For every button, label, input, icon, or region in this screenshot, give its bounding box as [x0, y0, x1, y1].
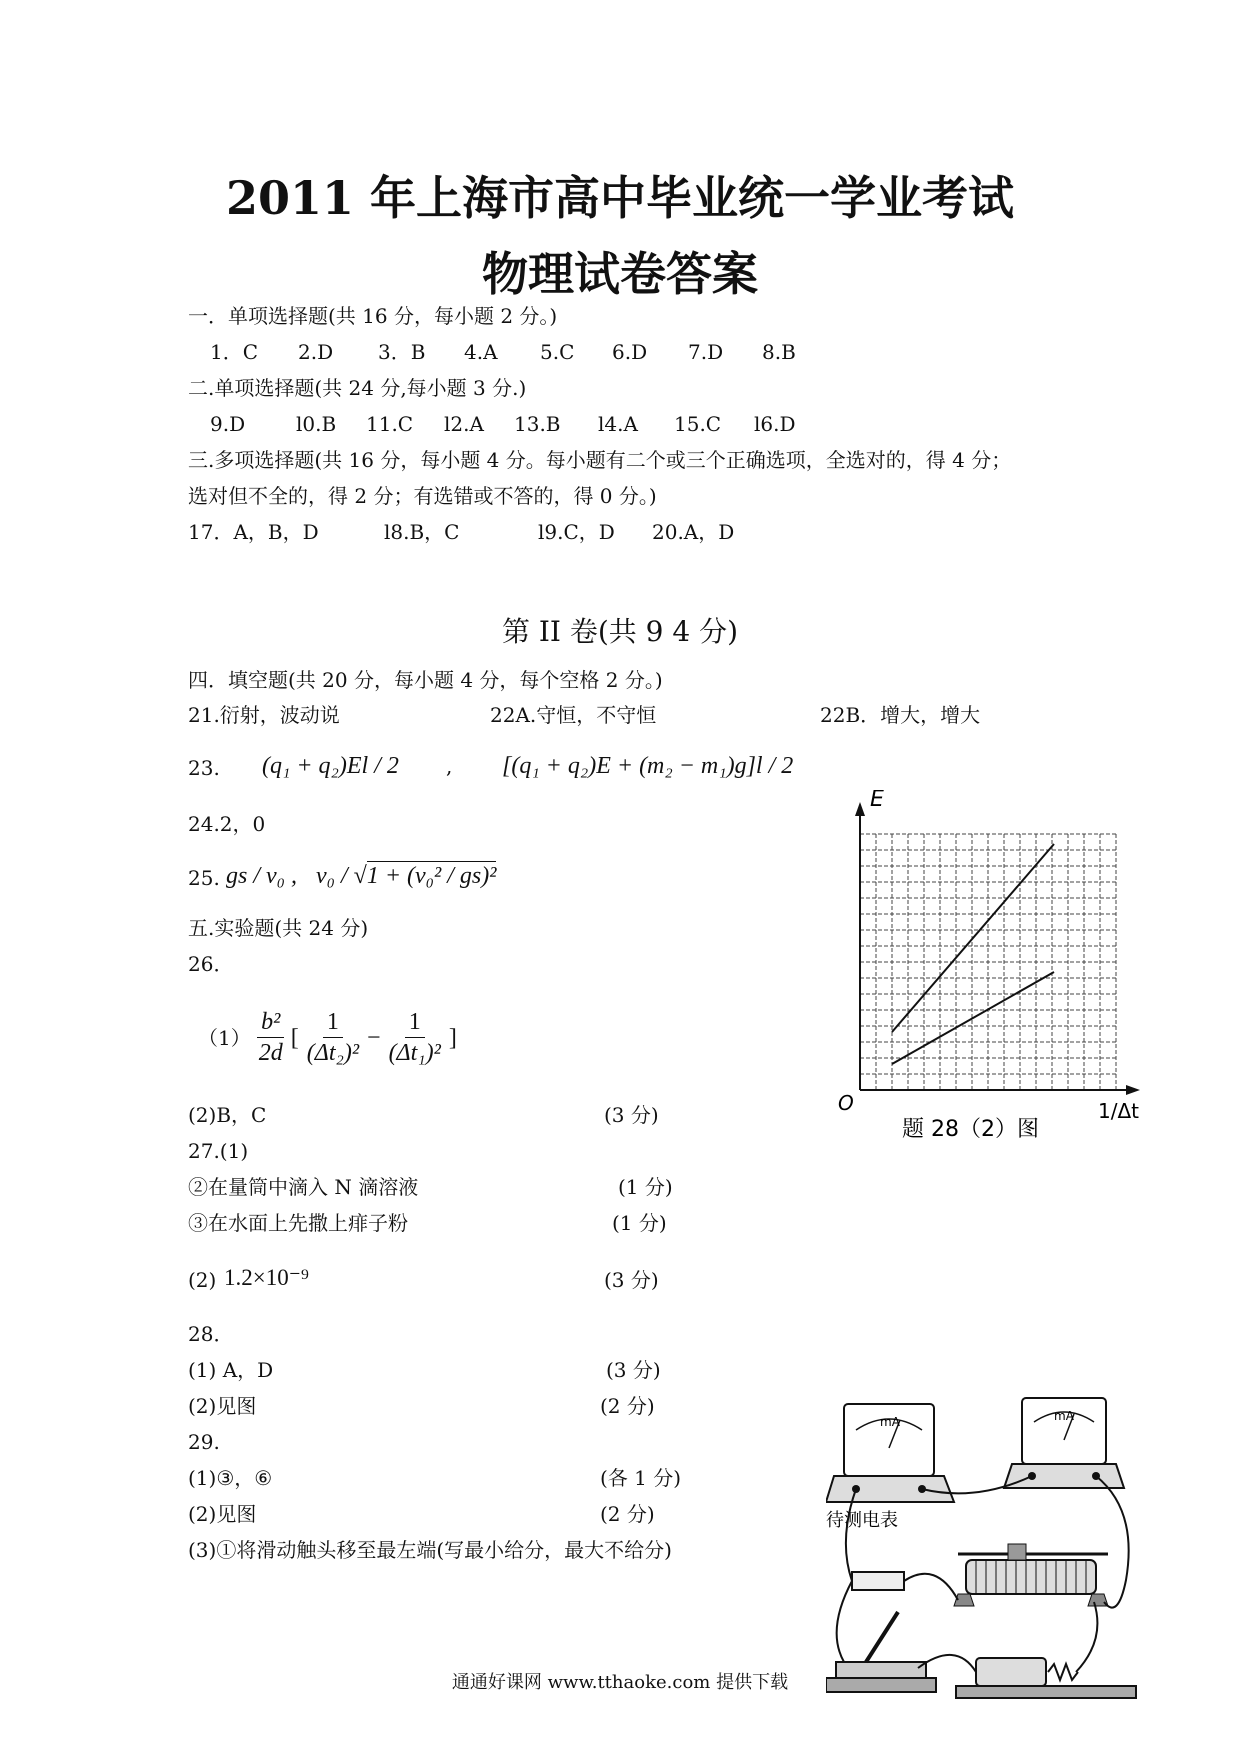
question-27: 27.(1) [188, 1139, 249, 1163]
section1-heading: 一．单项选择题(共 16 分，每小题 2 分。) [188, 304, 558, 328]
answer-2: 2.D [298, 340, 334, 364]
answer-26-1-formula: （1） $\frac{\text{b²}}{2d}$ [ $\frac{1}{\text{(Δt₂)²}}$ − $\frac{1}{\text{(Δt₁)²}}$ ] [198, 1009, 457, 1066]
answer-11: 11.C [366, 412, 414, 436]
footer-text: 通通好课网 www.tthaoke.com 提供下载 [451, 1672, 789, 1693]
x-axis-label: 1/Δt [1098, 1099, 1139, 1123]
resistor [852, 1572, 904, 1590]
answer-19: l9.C，D [538, 520, 615, 544]
section3-heading-line1: 三.多项选择题(共 16 分，每小题 4 分。每小题有二个或三个正确选项，全选对的，得 4 分； [188, 448, 1012, 472]
origin-label: O [838, 1091, 854, 1115]
answer-22a: 22A.守恒，不守恒 [490, 703, 657, 727]
x-axis-arrow-icon [1126, 1085, 1140, 1095]
section5-heading: 五.实验题(共 24 分) [188, 916, 369, 940]
section2-heading: 二.单项选择题(共 24 分,每小题 3 分.) [188, 376, 527, 400]
answer-23-expr2: [(q₁ + q₂)E + (m₂ − m₁)g]l / 2 [502, 753, 794, 779]
answer-23-separator: , [446, 754, 453, 778]
answer-26-1-label: （1） [198, 1025, 251, 1050]
answer-17: 17．A，B，D [188, 520, 319, 544]
answer-28-1: (1) A，D [188, 1358, 274, 1382]
answer-28-1-score: (3 分) [606, 1358, 661, 1382]
part2-title: 第 II 卷(共 9 4 分) [501, 615, 739, 648]
answer-29-2: (2)见图 [188, 1502, 257, 1526]
y-axis-arrow-icon [855, 802, 865, 816]
meter-caption: 待测电表 [826, 1510, 898, 1531]
answer-27-2-score: (3 分) [604, 1268, 659, 1292]
answer-21: 21.衍射，波动说 [188, 703, 340, 727]
page-subtitle: 物理试卷答案 [482, 247, 758, 301]
fraction-1-numerator: 1 [323, 1010, 343, 1038]
answer-29-3: (3)①将滑动触头移至最左端(写最小给分，最大不给分) [188, 1538, 672, 1562]
answer-4: 4.A [464, 340, 498, 364]
y-axis-label: E [870, 790, 884, 812]
answer-26-2-score: (3 分) [604, 1103, 659, 1127]
answer-27-b-score: (1 分) [612, 1211, 667, 1235]
fraction-1-denominator: (Δt₂)² [306, 1040, 360, 1066]
fraction-1 [303, 1010, 363, 1065]
answer-26-2: (2)B，C [188, 1103, 267, 1127]
answer-28-2-score: (2 分) [600, 1394, 655, 1418]
answer-23-label: 23. [188, 756, 220, 780]
answer-27-a-score: (1 分) [618, 1175, 673, 1199]
answer-25-expr2-prefix: v₀ / [316, 863, 354, 889]
graph-28-2 [820, 790, 1160, 1150]
answer-12: l2.A [444, 412, 484, 436]
milliammeter-right [1004, 1398, 1124, 1488]
coefficient-denominator: 2d [258, 1040, 283, 1066]
fraction-2-numerator: 1 [405, 1010, 425, 1038]
answer-9: 9.D [210, 412, 246, 436]
answer-28-2: (2)见图 [188, 1394, 257, 1418]
answer-10: l0.B [296, 412, 337, 436]
answer-8: 8.B [762, 340, 796, 364]
answer-13: 13.B [514, 412, 561, 436]
answer-25-expr1: gs / v₀ , [226, 863, 298, 889]
answer-24: 24.2，0 [188, 812, 266, 836]
answer-7: 7.D [688, 340, 724, 364]
question-29: 29. [188, 1430, 220, 1454]
answer-5: 5.C [540, 340, 575, 364]
answer-3: 3．B [378, 340, 426, 364]
section4-heading: 四．填空题(共 20 分，每小题 4 分，每个空格 2 分。) [188, 668, 663, 692]
answer-29-1-score: (各 1 分) [600, 1466, 682, 1490]
meter-label-right: mA [1054, 1409, 1074, 1423]
answer-15: 15.C [674, 412, 722, 436]
answer-27-a: ②在量筒中滴入 N 滴溶液 [188, 1175, 419, 1199]
fraction-2 [385, 1010, 445, 1065]
question-26: 26． [188, 952, 234, 976]
graph-line-upper [892, 844, 1054, 1032]
answer-25-expr2: v₀ / √1 + (v₀² / gs)² [316, 863, 497, 889]
milliammeter-left [826, 1404, 954, 1502]
graph-line-lower [892, 972, 1054, 1064]
page-title: 2011 年上海市高中毕业统一学业考试 [225, 171, 1015, 225]
answer-29-1: (1)③，⑥ [188, 1466, 273, 1490]
answer-14: l4.A [598, 412, 638, 436]
graph-grid [860, 834, 1116, 1090]
answer-6: 6.D [612, 340, 648, 364]
answer-29-2-score: (2 分) [600, 1502, 655, 1526]
question-28: 28． [188, 1322, 234, 1346]
rheostat [954, 1544, 1108, 1606]
answer-27-2-label: (2) [188, 1268, 217, 1292]
answer-27-b: ③在水面上先撒上痱子粉 [188, 1211, 408, 1235]
answer-23-expr1: (q₁ + q₂)El / 2 [262, 753, 399, 779]
answer-20: 20.A，D [652, 520, 735, 544]
coefficient-fraction [255, 1010, 287, 1065]
answer-25-label: 25. [188, 866, 220, 890]
meter-label-left: mA [880, 1415, 900, 1429]
fraction-2-denominator: (Δt₁)² [388, 1040, 441, 1066]
coefficient-numerator: b² [257, 1010, 284, 1038]
graph-caption: 题 28（2）图 [902, 1117, 1039, 1142]
section3-heading-line2: 选对但不全的，得 2 分；有选错或不答的，得 0 分。) [188, 484, 657, 508]
answer-18: l8.B，C [384, 520, 460, 544]
answer-22b: 22B．增大，增大 [820, 703, 981, 727]
answer-27-2-value: 1.2×10⁻⁹ [224, 1265, 309, 1290]
answer-1: 1．C [210, 340, 259, 364]
answer-25-radicand: 1 + (v₀² / gs)² [366, 863, 497, 889]
answer-16: l6.D [754, 412, 796, 436]
